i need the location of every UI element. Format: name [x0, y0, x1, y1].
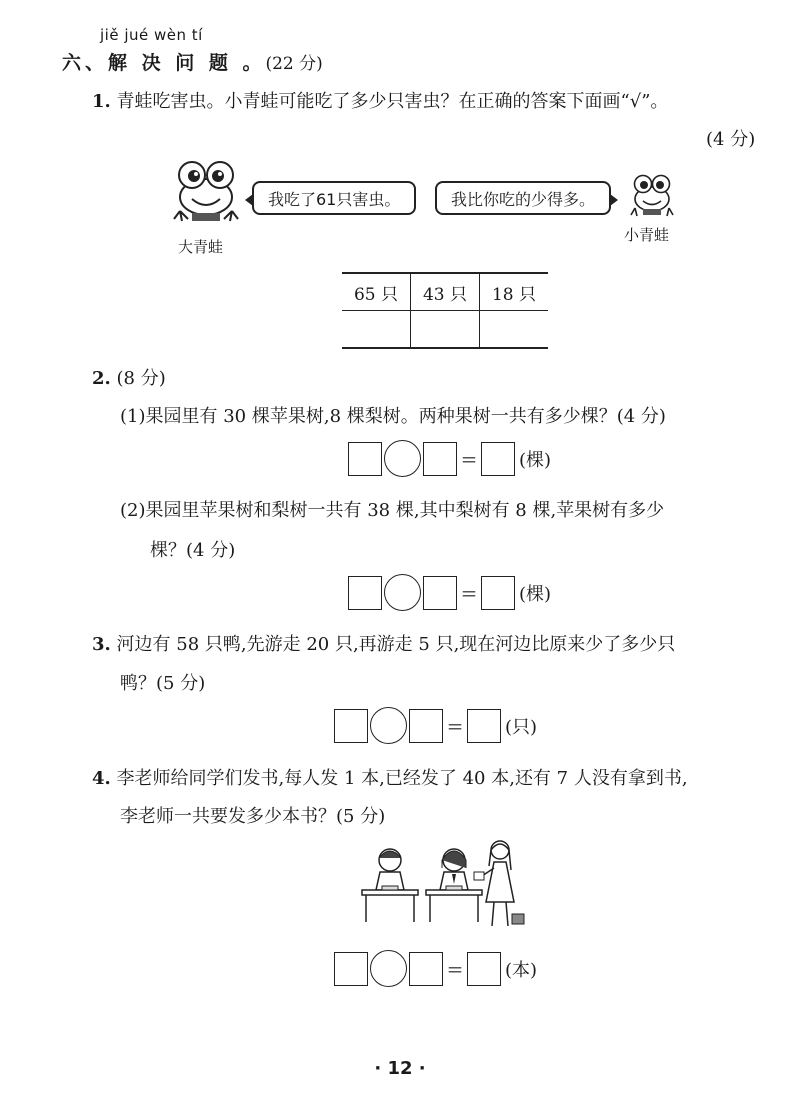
question-2-number: 2.	[92, 368, 111, 389]
big-frog-speech-text: 我吃了61只害虫。	[268, 190, 401, 209]
answer-box[interactable]	[334, 709, 368, 743]
equation-q3	[334, 707, 537, 744]
classroom-illustration	[358, 838, 528, 932]
unit-label: (只)	[505, 716, 538, 738]
question-1-number: 1.	[92, 91, 111, 112]
equation-q4	[334, 950, 537, 987]
unit-label: (棵)	[519, 583, 552, 605]
question-2	[92, 364, 166, 390]
answer-box[interactable]	[348, 442, 382, 476]
answer-box[interactable]	[423, 576, 457, 610]
answer-options-table	[342, 272, 548, 349]
section-title-text: 六、解 决 问 题 。	[62, 52, 266, 74]
option-cell: 18 只	[480, 273, 549, 311]
checkmark-cell[interactable]	[411, 311, 480, 349]
big-frog-speech-bubble	[252, 181, 416, 215]
question-1-points: (4 分)	[706, 129, 756, 150]
option-cell: 43 只	[411, 273, 480, 311]
answer-box[interactable]	[409, 952, 443, 986]
question-4-text: 李老师给同学们发书,每人发 1 本,已经发了 40 本,还有 7 人没有拿到书,	[116, 768, 688, 789]
operator-circle[interactable]	[370, 950, 407, 987]
checkmark-row	[342, 311, 548, 349]
small-frog-speech-bubble	[435, 181, 611, 215]
unit-label: (棵)	[519, 449, 552, 471]
question-3-line-1	[92, 630, 675, 656]
result-box[interactable]	[481, 576, 515, 610]
option-cell: 65 只	[342, 273, 411, 311]
equals-sign: =	[460, 446, 478, 471]
question-2-part-1: (1)果园里有 30 棵苹果树,8 棵梨树。两种果树一共有多少棵？(4 分)	[120, 406, 666, 427]
checkmark-cell[interactable]	[480, 311, 549, 349]
question-4-line-2: 李老师一共要发多少本书？(5 分)	[120, 806, 386, 827]
answer-box[interactable]	[334, 952, 368, 986]
small-frog-label: 小青蛙	[624, 226, 670, 244]
answer-box[interactable]	[348, 576, 382, 610]
question-4-line-1	[92, 764, 688, 790]
equals-sign: =	[446, 956, 464, 981]
question-3-text: 河边有 58 只鸭,先游走 20 只,再游走 5 只,现在河边比原来少了多少只	[116, 634, 676, 655]
page-number: · 12 ·	[374, 1058, 426, 1079]
answer-box[interactable]	[409, 709, 443, 743]
equation-q2-part2	[348, 574, 551, 611]
options-row	[342, 273, 548, 311]
result-box[interactable]	[481, 442, 515, 476]
question-3-line-2: 鸭？(5 分)	[120, 673, 206, 694]
equals-sign: =	[460, 580, 478, 605]
question-4-number: 4.	[92, 768, 111, 789]
operator-circle[interactable]	[384, 440, 421, 477]
section-title-pinyin: jiě jué wèn tí	[100, 26, 203, 44]
section-title	[62, 48, 323, 75]
small-frog-speech-text: 我比你吃的少得多。	[451, 190, 596, 209]
question-2-part-2-line-2: 棵？(4 分)	[150, 540, 236, 561]
question-2-part-2-line-1: (2)果园里苹果树和梨树一共有 38 棵,其中梨树有 8 棵,苹果树有多少	[120, 500, 665, 521]
equals-sign: =	[446, 713, 464, 738]
question-3-number: 3.	[92, 634, 111, 655]
question-2-points: (8 分)	[116, 368, 166, 389]
section-points: (22 分)	[265, 54, 323, 74]
operator-circle[interactable]	[370, 707, 407, 744]
equation-q2-part1	[348, 440, 551, 477]
result-box[interactable]	[467, 952, 501, 986]
checkmark-cell[interactable]	[342, 311, 411, 349]
small-frog-illustration	[628, 170, 676, 218]
answer-box[interactable]	[423, 442, 457, 476]
unit-label: (本)	[505, 959, 538, 981]
question-1-text: 青蛙吃害虫。小青蛙可能吃了多少只害虫？在正确的答案下面画“√”。	[116, 91, 669, 112]
result-box[interactable]	[467, 709, 501, 743]
question-1	[92, 87, 668, 113]
big-frog-illustration	[170, 155, 242, 227]
operator-circle[interactable]	[384, 574, 421, 611]
big-frog-label: 大青蛙	[178, 238, 224, 256]
